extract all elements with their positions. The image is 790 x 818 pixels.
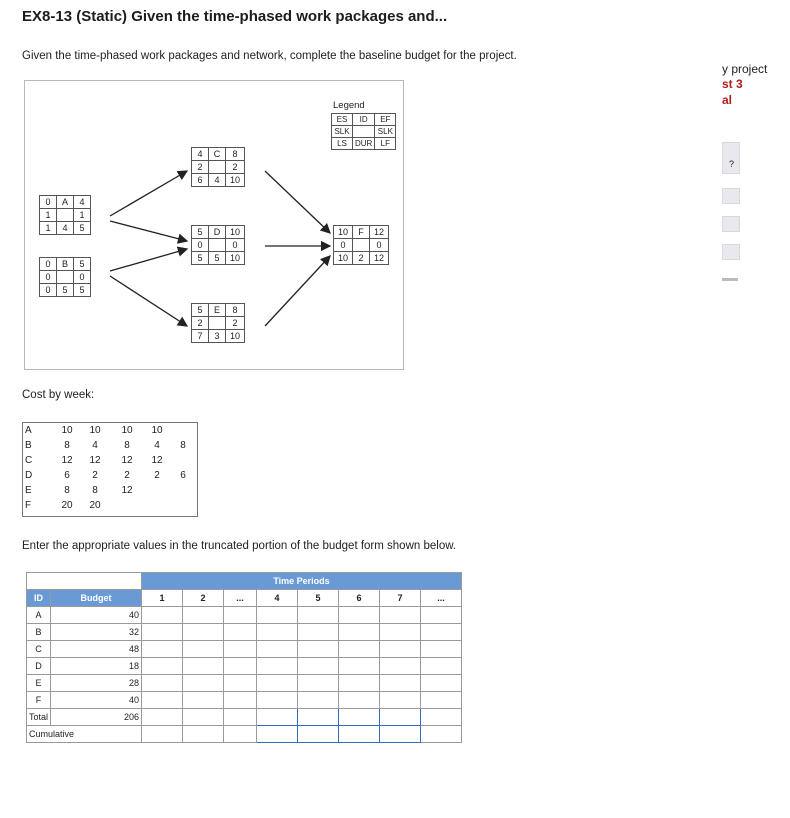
node-cell: 10: [226, 330, 245, 343]
period-cell: [339, 675, 380, 692]
node-cell: 12: [370, 252, 389, 265]
legend-cell: ID: [353, 114, 375, 126]
cost-value: 6: [64, 470, 70, 481]
node-cell: 2: [192, 317, 209, 330]
node-cell: 4: [209, 174, 226, 187]
enter-instructions: Enter the appropriate values in the truncated portion of the budget form shown below.: [22, 540, 457, 552]
period-header: 2: [183, 590, 224, 607]
cost-value: 10: [89, 425, 101, 436]
cost-value: 2: [154, 470, 160, 481]
budget-row: [27, 624, 462, 641]
side-box[interactable]: [722, 188, 740, 204]
node-cell: 12: [370, 226, 389, 239]
budget-value: 32: [51, 624, 142, 641]
node-cell: 2: [226, 317, 245, 330]
node-cell: C: [209, 148, 226, 161]
period-cell: [183, 692, 224, 709]
node-cell: 5: [209, 252, 226, 265]
period-cell: [298, 607, 339, 624]
period-input[interactable]: [339, 709, 380, 726]
cost-value: 12: [121, 455, 133, 466]
period-cell: [183, 624, 224, 641]
cost-value: 4: [154, 440, 160, 451]
cost-value: 12: [61, 455, 73, 466]
cost-row: [23, 455, 197, 469]
budget-header: Budget: [51, 590, 142, 607]
period-header: 6: [339, 590, 380, 607]
cost-row: [23, 500, 197, 514]
node-cell: 0: [40, 258, 57, 271]
node-cell: F: [353, 226, 370, 239]
period-cell: [421, 726, 462, 743]
node-cell: 5: [192, 252, 209, 265]
cost-value: 10: [61, 425, 73, 436]
budget-row: [27, 692, 462, 709]
period-cell: [257, 641, 298, 658]
period-cell: [257, 607, 298, 624]
node-cell: 1: [40, 222, 57, 235]
period-cell: [142, 692, 183, 709]
network-diagram: [24, 80, 404, 370]
node-cell: 10: [226, 226, 245, 239]
node-cell: 2: [353, 252, 370, 265]
budget-row: [27, 607, 462, 624]
id-header: ID: [27, 590, 51, 607]
budget-value: 48: [51, 641, 142, 658]
node-cell: 6: [192, 174, 209, 187]
period-cell: [339, 692, 380, 709]
period-cell: [142, 658, 183, 675]
period-cell: [339, 658, 380, 675]
period-cell: [380, 607, 421, 624]
node-cell: 0: [40, 271, 57, 284]
cost-row: [23, 440, 197, 454]
period-cell: [380, 658, 421, 675]
period-cell: [339, 624, 380, 641]
cost-row-id: B: [25, 440, 32, 451]
period-cell: [421, 607, 462, 624]
cost-value: 8: [64, 440, 70, 451]
node-cell: 4: [74, 196, 91, 209]
period-cell: [298, 624, 339, 641]
node-cell: 8: [226, 148, 245, 161]
cost-value: 10: [121, 425, 133, 436]
side-box[interactable]: [722, 216, 740, 232]
cost-value: 12: [121, 485, 133, 496]
period-header: 5: [298, 590, 339, 607]
period-cell: [421, 675, 462, 692]
period-cell: [298, 692, 339, 709]
period-cell: [224, 692, 257, 709]
node-cell: D: [209, 226, 226, 239]
node-cell: A: [57, 196, 74, 209]
period-cell: [142, 607, 183, 624]
legend-cell: DUR: [353, 138, 375, 150]
node-cell: 5: [192, 304, 209, 317]
period-cell: [298, 641, 339, 658]
period-cell: [257, 658, 298, 675]
instructions: Given the time-phased work packages and network, complete the baseline budget for the project.: [22, 50, 517, 62]
period-cell: [224, 658, 257, 675]
period-cell: [257, 624, 298, 641]
side-text-1: y project: [722, 62, 768, 76]
node-e: [191, 303, 245, 343]
cost-value: 2: [92, 470, 98, 481]
period-cell: [257, 692, 298, 709]
node-cell: 10: [226, 252, 245, 265]
cost-value: 8: [124, 440, 130, 451]
grid-corner: [27, 573, 142, 590]
cost-row: [23, 425, 197, 439]
budget-value: 28: [51, 675, 142, 692]
cost-row-id: D: [25, 470, 33, 481]
cost-value: 20: [61, 500, 73, 511]
row-id: F: [27, 692, 51, 709]
period-cell: [142, 675, 183, 692]
legend-cell: LF: [375, 138, 396, 150]
budget-row: [27, 641, 462, 658]
node-c: [191, 147, 245, 187]
row-id: A: [27, 607, 51, 624]
period-cell: [142, 624, 183, 641]
budget-value: 206: [51, 709, 142, 726]
period-cell: [183, 726, 224, 743]
budget-row: [27, 658, 462, 675]
period-header: 4: [257, 590, 298, 607]
period-cell: [183, 658, 224, 675]
cost-table: [22, 422, 198, 517]
node-cell: 0: [40, 284, 57, 297]
period-input[interactable]: [298, 709, 339, 726]
node-cell: 4: [192, 148, 209, 161]
page-title: EX8-13 (Static) Given the time-phased work packages and...: [22, 8, 448, 25]
node-cell: 0: [192, 239, 209, 252]
period-cell: [224, 709, 257, 726]
period-cell: [224, 607, 257, 624]
node-cell: 10: [334, 252, 353, 265]
cost-value: 12: [151, 455, 163, 466]
cost-value: 2: [124, 470, 130, 481]
period-header: ...: [421, 590, 462, 607]
period-cell: [339, 607, 380, 624]
cost-row: [23, 485, 197, 499]
period-input[interactable]: [339, 726, 380, 743]
period-cell: [421, 641, 462, 658]
cost-row-id: A: [25, 425, 32, 436]
period-cell: [224, 641, 257, 658]
period-cell: [298, 658, 339, 675]
side-box[interactable]: [722, 244, 740, 260]
cost-value: 12: [89, 455, 101, 466]
node-cell: 7: [192, 330, 209, 343]
period-header: ...: [224, 590, 257, 607]
legend-cell: SLK: [375, 126, 396, 138]
period-cell: [380, 692, 421, 709]
node-cell: 8: [226, 304, 245, 317]
node-cell: 5: [192, 226, 209, 239]
node-cell: E: [209, 304, 226, 317]
node-cell: 0: [40, 196, 57, 209]
cost-value: 10: [151, 425, 163, 436]
node-cell: 3: [209, 330, 226, 343]
side-text-3: al: [722, 93, 733, 107]
node-cell: 10: [226, 174, 245, 187]
node-cell: 0: [334, 239, 353, 252]
cost-value-cut: 6: [180, 470, 186, 481]
row-id: E: [27, 675, 51, 692]
period-cell: [380, 641, 421, 658]
period-cell: [380, 624, 421, 641]
budget-row: [27, 675, 462, 692]
cost-value: 8: [64, 485, 70, 496]
side-panel[interactable]: [722, 142, 740, 174]
cost-value: 8: [92, 485, 98, 496]
period-cell: [298, 675, 339, 692]
budget-value: 40: [51, 607, 142, 624]
cost-value: 4: [92, 440, 98, 451]
budget-value: 18: [51, 658, 142, 675]
period-input[interactable]: [380, 709, 421, 726]
time-periods-header: Time Periods: [142, 573, 462, 590]
period-input[interactable]: [257, 726, 298, 743]
period-cell: [421, 658, 462, 675]
legend-cell: EF: [375, 114, 396, 126]
period-cell: [224, 675, 257, 692]
period-header: 7: [380, 590, 421, 607]
period-cell: [339, 641, 380, 658]
period-input[interactable]: [298, 726, 339, 743]
period-cell: [183, 641, 224, 658]
period-cell: [421, 692, 462, 709]
node-cell: 1: [40, 209, 57, 222]
node-cell: 10: [334, 226, 353, 239]
budget-row: [27, 726, 462, 743]
node-d: [191, 225, 245, 265]
cost-value: 20: [89, 500, 101, 511]
legend-cell: LS: [332, 138, 353, 150]
legend-title: Legend: [333, 100, 365, 111]
row-id: C: [27, 641, 51, 658]
cost-row-id: C: [25, 455, 33, 466]
node-cell: 5: [74, 284, 91, 297]
legend-cell: SLK: [332, 126, 353, 138]
node-cell: 5: [74, 258, 91, 271]
period-cell: [183, 709, 224, 726]
period-cell: [142, 709, 183, 726]
cost-value-cut: 8: [180, 440, 186, 451]
budget-row: [27, 709, 462, 726]
node-cell: 0: [370, 239, 389, 252]
node-cell: 4: [57, 222, 74, 235]
total-label: Total: [27, 709, 51, 726]
legend-cell: ES: [332, 114, 353, 126]
period-cell: [183, 675, 224, 692]
node-cell: B: [57, 258, 74, 271]
period-cell: [142, 641, 183, 658]
legend-box: [331, 113, 396, 150]
period-header: 1: [142, 590, 183, 607]
node-cell: 5: [57, 284, 74, 297]
cost-label: Cost by week:: [22, 389, 95, 401]
node-f: [333, 225, 389, 265]
cost-row-id: F: [25, 500, 32, 511]
node-cell: 5: [74, 222, 91, 235]
row-id: D: [27, 658, 51, 675]
node-cell: 0: [74, 271, 91, 284]
period-cell: [421, 709, 462, 726]
node-cell: 0: [226, 239, 245, 252]
node-a: [39, 195, 91, 235]
period-cell: [224, 624, 257, 641]
period-input[interactable]: [380, 726, 421, 743]
node-cell: 2: [192, 161, 209, 174]
cost-row: [23, 470, 197, 484]
cost-row-id: E: [25, 485, 32, 496]
period-cell: [380, 675, 421, 692]
period-cell: [224, 726, 257, 743]
node-cell: 2: [226, 161, 245, 174]
side-text-2: st 3: [722, 77, 743, 91]
period-cell: [421, 624, 462, 641]
period-cell: [183, 607, 224, 624]
help-icon: ?: [729, 159, 735, 169]
node-cell: 1: [74, 209, 91, 222]
period-cell: [257, 675, 298, 692]
node-b: [39, 257, 91, 297]
row-id: B: [27, 624, 51, 641]
period-input[interactable]: [257, 709, 298, 726]
budget-value: 40: [51, 692, 142, 709]
side-divider: [722, 278, 738, 281]
budget-form: [26, 572, 462, 743]
period-cell: [142, 726, 183, 743]
cumulative-label: Cumulative: [27, 726, 142, 743]
